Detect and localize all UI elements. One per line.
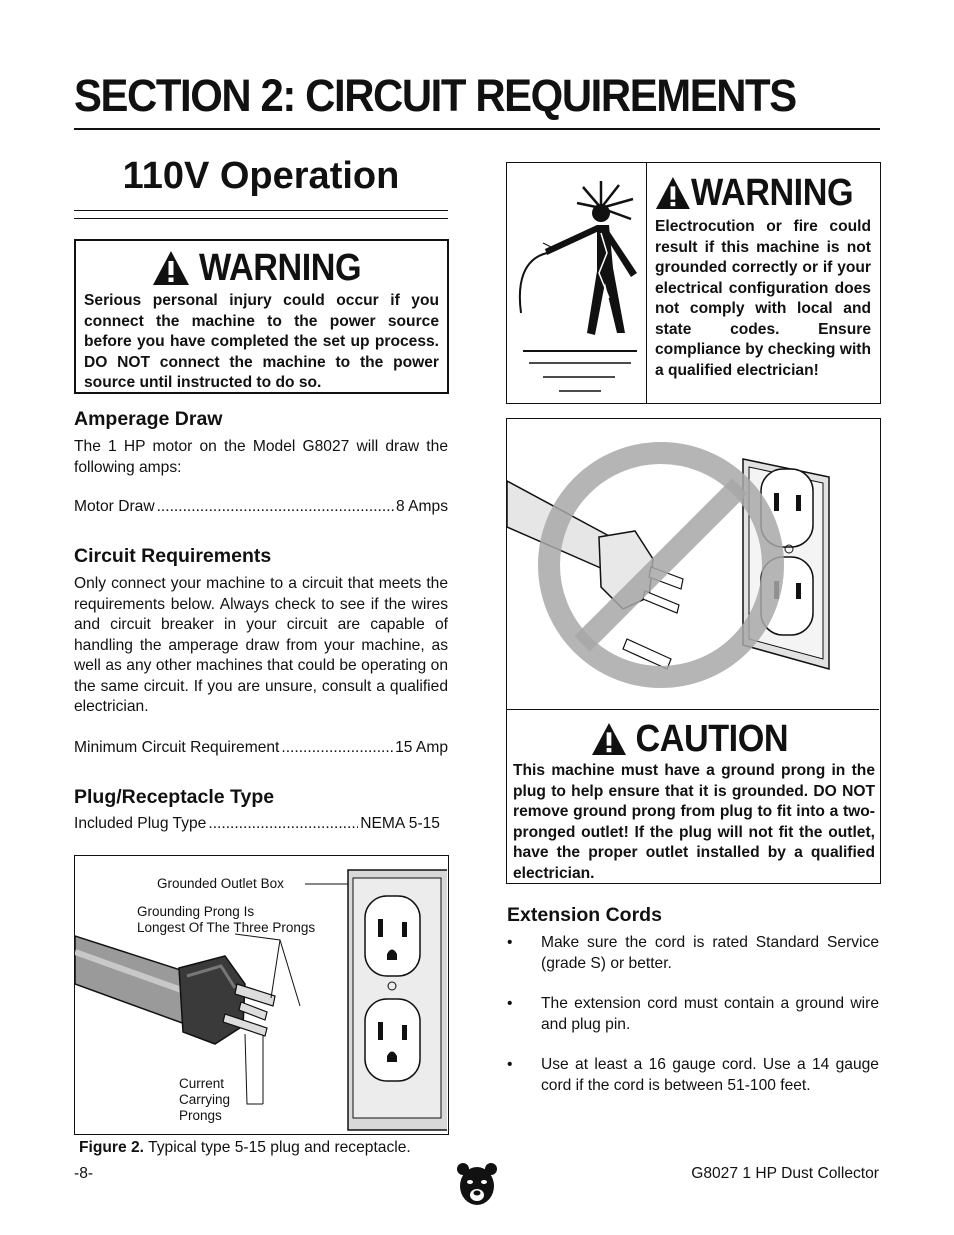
amperage-text: The 1 HP motor on the Model G8027 will draw the following amps: <box>74 438 448 476</box>
footer-model: G8027 1 HP Dust Collector <box>691 1165 879 1182</box>
caution-heading: CAUTION <box>635 717 789 760</box>
spec-value: 15 Amp <box>395 738 448 756</box>
extension-heading: Extension Cords <box>507 904 662 926</box>
spec-label: Included Plug Type <box>74 815 207 832</box>
label-current-prongs <box>179 1076 230 1124</box>
label-current-line-3: Prongs <box>179 1108 222 1123</box>
subtitle-rule-top <box>74 210 448 211</box>
bullet-text: Use at least a 16 gauge cord. Use a 14 gauge cord if the cord is between 51-100 feet. <box>541 1056 879 1094</box>
plug-receptacle-illustration <box>75 856 447 1133</box>
circuit-section <box>74 545 448 758</box>
label-prong-line-2: Longest Of The Three Prongs <box>137 920 316 935</box>
spec-label: Minimum Circuit Requirement <box>74 738 280 756</box>
warning-heading: WARNING <box>690 171 853 214</box>
caption-text: Typical type 5-15 plug and receptacle. <box>148 1139 411 1156</box>
motor-draw-spec <box>74 497 448 517</box>
warning-triangle-icon <box>591 722 627 756</box>
list-item: • The extension cord must contain a ground wire and plug pin. <box>507 994 879 1035</box>
circuit-spec <box>74 738 448 758</box>
plug-spec <box>74 814 440 834</box>
caption-label: Figure 2. <box>79 1139 144 1156</box>
label-current-line-2: Carrying <box>179 1092 231 1107</box>
warning-triangle-icon <box>655 176 691 210</box>
bear-logo-icon <box>456 1160 498 1208</box>
circuit-heading: Circuit Requirements <box>74 545 272 567</box>
figure-2 <box>74 855 449 1135</box>
section-title: SECTION 2: CIRCUIT REQUIREMENTS <box>74 70 796 121</box>
warning-triangle-icon <box>152 250 190 286</box>
warning-text: Serious personal injury could occur if you connect the machine to the power source before you have completed the set up process. DO NOT connect the machine to the power source until instructed to do so. <box>84 292 439 391</box>
warning-box-left <box>74 239 449 394</box>
label-current-line-1: Current <box>179 1076 225 1091</box>
caution-divider <box>507 709 879 710</box>
bullet-text: Make sure the cord is rated Standard Service (grade S) or better. <box>541 934 879 972</box>
electrocution-figure-icon <box>513 173 641 398</box>
list-item: • Make sure the cord is rated Standard Service (grade S) or better. <box>507 933 879 974</box>
caution-box <box>506 418 881 884</box>
prohibited-plug-icon <box>507 419 879 711</box>
list-item: • Use at least a 16 gauge cord. Use a 14 gauge cord if the cord is between 51-100 feet. <box>507 1055 879 1096</box>
extension-list <box>507 933 879 1096</box>
warning-heading: WARNING <box>199 246 362 289</box>
warning-box-right <box>506 162 881 404</box>
page-number: -8- <box>74 1165 94 1182</box>
warning-divider <box>646 163 647 403</box>
plug-section <box>74 786 448 834</box>
subtitle: 110V Operation <box>122 155 400 197</box>
plug-heading: Plug/Receptacle Type <box>74 786 275 808</box>
title-rule <box>74 128 880 130</box>
spec-value: 8 Amps <box>395 498 448 515</box>
warning-header <box>84 245 439 291</box>
caution-header <box>513 717 875 761</box>
warning-right-content <box>655 169 871 381</box>
subtitle-rule-bottom <box>74 218 448 219</box>
bullet-text: The extension cord must contain a ground wire and plug pin. <box>541 995 879 1033</box>
warning-header <box>655 169 871 217</box>
label-prong-line-1: Grounding Prong Is <box>137 904 255 919</box>
spec-value: NEMA 5-15 <box>360 815 440 832</box>
caution-text: This machine must have a ground prong in the plug to help ensure that it is grounded. DO NOT remove ground prong from plug to fit into a two-pronged outlet! If the plug will not fit the outlet, have the proper outlet installed by a qualified electrician. <box>513 762 875 882</box>
circuit-text: Only connect your machine to a circuit that meets the requirements below. Always check to see if the wires and circuit breaker in your circuit are capable of handling the amperage draw from your machine, as well as any other machines that could be operating on the same circuit. If you are unsure, consult a qualified electrician. <box>74 575 448 715</box>
figure-caption <box>79 1139 411 1157</box>
caution-content <box>513 717 875 884</box>
spec-label: Motor Draw <box>74 498 155 515</box>
label-grounding-prong <box>137 904 315 936</box>
warning-text: Electrocution or fire could result if this machine is not grounded correctly or if your electrical configuration does not comply with local and state codes. Ensure compliance by checking with a qualified electrician! <box>655 218 871 379</box>
extension-section <box>507 904 879 1096</box>
amperage-heading: Amperage Draw <box>74 408 223 430</box>
label-outlet-box: Grounded Outlet Box <box>157 876 284 891</box>
amperage-section <box>74 408 448 517</box>
